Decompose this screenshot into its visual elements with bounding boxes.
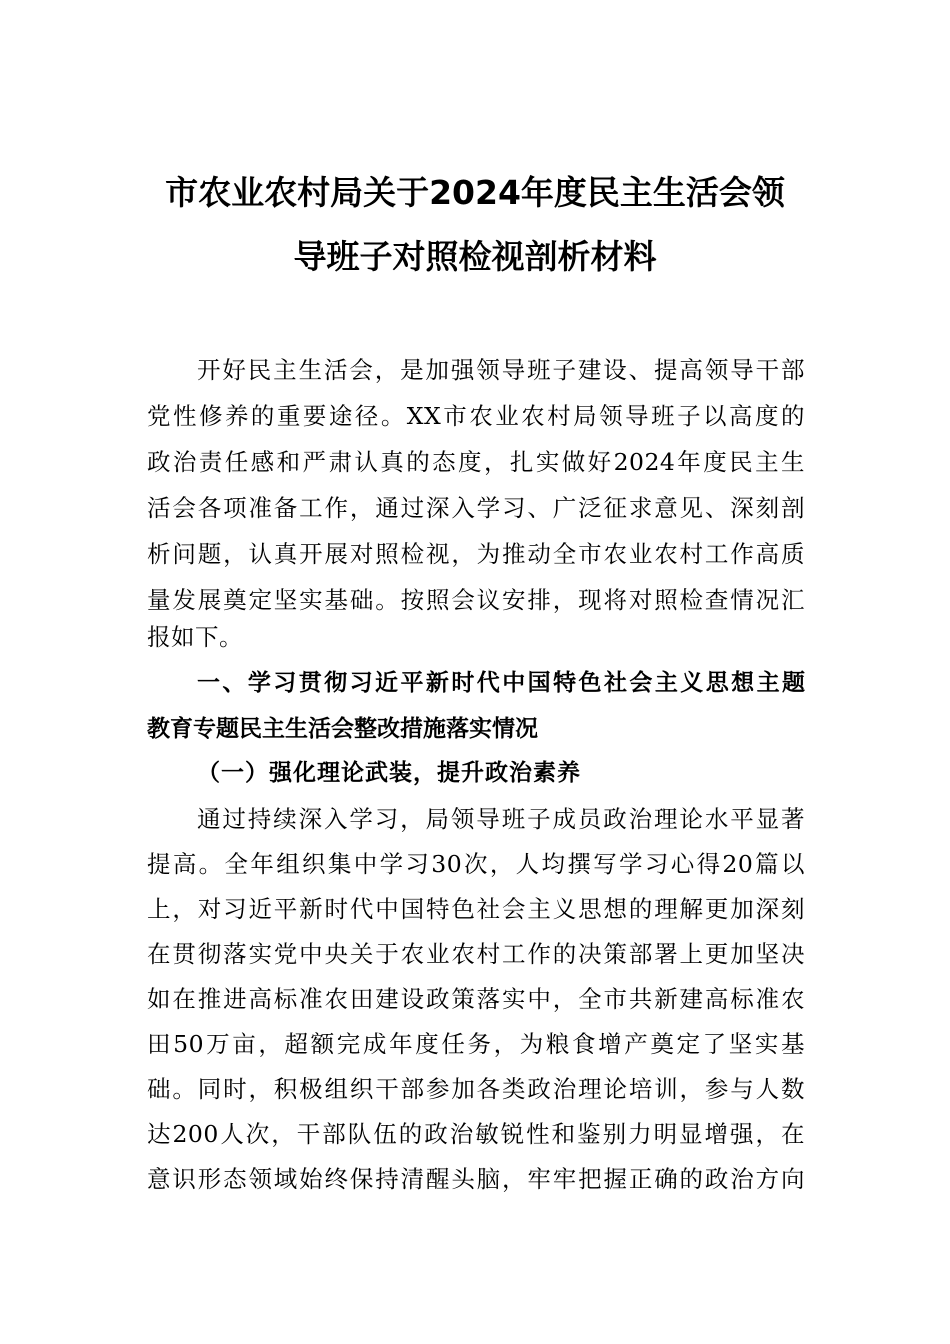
document-title-line-2: 导班子对照检视剖析材料 xyxy=(293,237,657,276)
section-1-paragraph-line: 在贯彻落实党中央关于农业农村工作的决策部署上更加坚决 xyxy=(147,940,805,968)
intro-paragraph-line: 党性修养的重要途径。XX市农业农村局领导班子以高度的 xyxy=(147,402,805,430)
document-title-line-1: 市农业农村局关于2024年度民主生活会领 xyxy=(165,173,785,212)
section-1-subheading: （一）强化理论武装，提升政治素养 xyxy=(197,759,581,786)
intro-paragraph-line: 开好民主生活会，是加强领导班子建设、提高领导干部 xyxy=(197,356,805,384)
intro-paragraph-line: 政治责任感和严肃认真的态度，扎实做好2024年度民主生 xyxy=(147,448,805,476)
section-1-heading-line-2: 教育专题民主生活会整改措施落实情况 xyxy=(147,716,538,742)
section-1-paragraph-line: 提高。全年组织集中学习30次，人均撰写学习心得20篇以 xyxy=(147,850,805,878)
section-1-paragraph-line: 意识形态领域始终保持清醒头脑，牢牢把握正确的政治方向 xyxy=(147,1165,805,1193)
intro-paragraph-line: 报如下。 xyxy=(147,623,243,651)
intro-paragraph-line: 量发展奠定坚实基础。按照会议安排，现将对照检查情况汇 xyxy=(147,586,805,614)
intro-paragraph-line: 析问题，认真开展对照检视，为推动全市农业农村工作高质 xyxy=(147,540,805,568)
section-1-paragraph-line: 通过持续深入学习，局领导班子成员政治理论水平显著 xyxy=(197,805,805,833)
section-1-paragraph-line: 达200人次，干部队伍的政治敏锐性和鉴别力明显增强，在 xyxy=(147,1120,805,1148)
section-1-paragraph-line: 础。同时，积极组织干部参加各类政治理论培训，参与人数 xyxy=(147,1075,805,1103)
section-1-paragraph-line: 上，对习近平新时代中国特色社会主义思想的理解更加深刻 xyxy=(147,895,805,923)
section-1-paragraph-line: 田50万亩，超额完成年度任务，为粮食增产奠定了坚实基 xyxy=(147,1030,805,1058)
intro-paragraph-line: 活会各项准备工作，通过深入学习、广泛征求意见、深刻剖 xyxy=(147,494,805,522)
section-1-heading-line-1: 一、学习贯彻习近平新时代中国特色社会主义思想主题 xyxy=(197,670,805,696)
section-1-paragraph-line: 如在推进高标准农田建设政策落实中，全市共新建高标准农 xyxy=(147,985,805,1013)
